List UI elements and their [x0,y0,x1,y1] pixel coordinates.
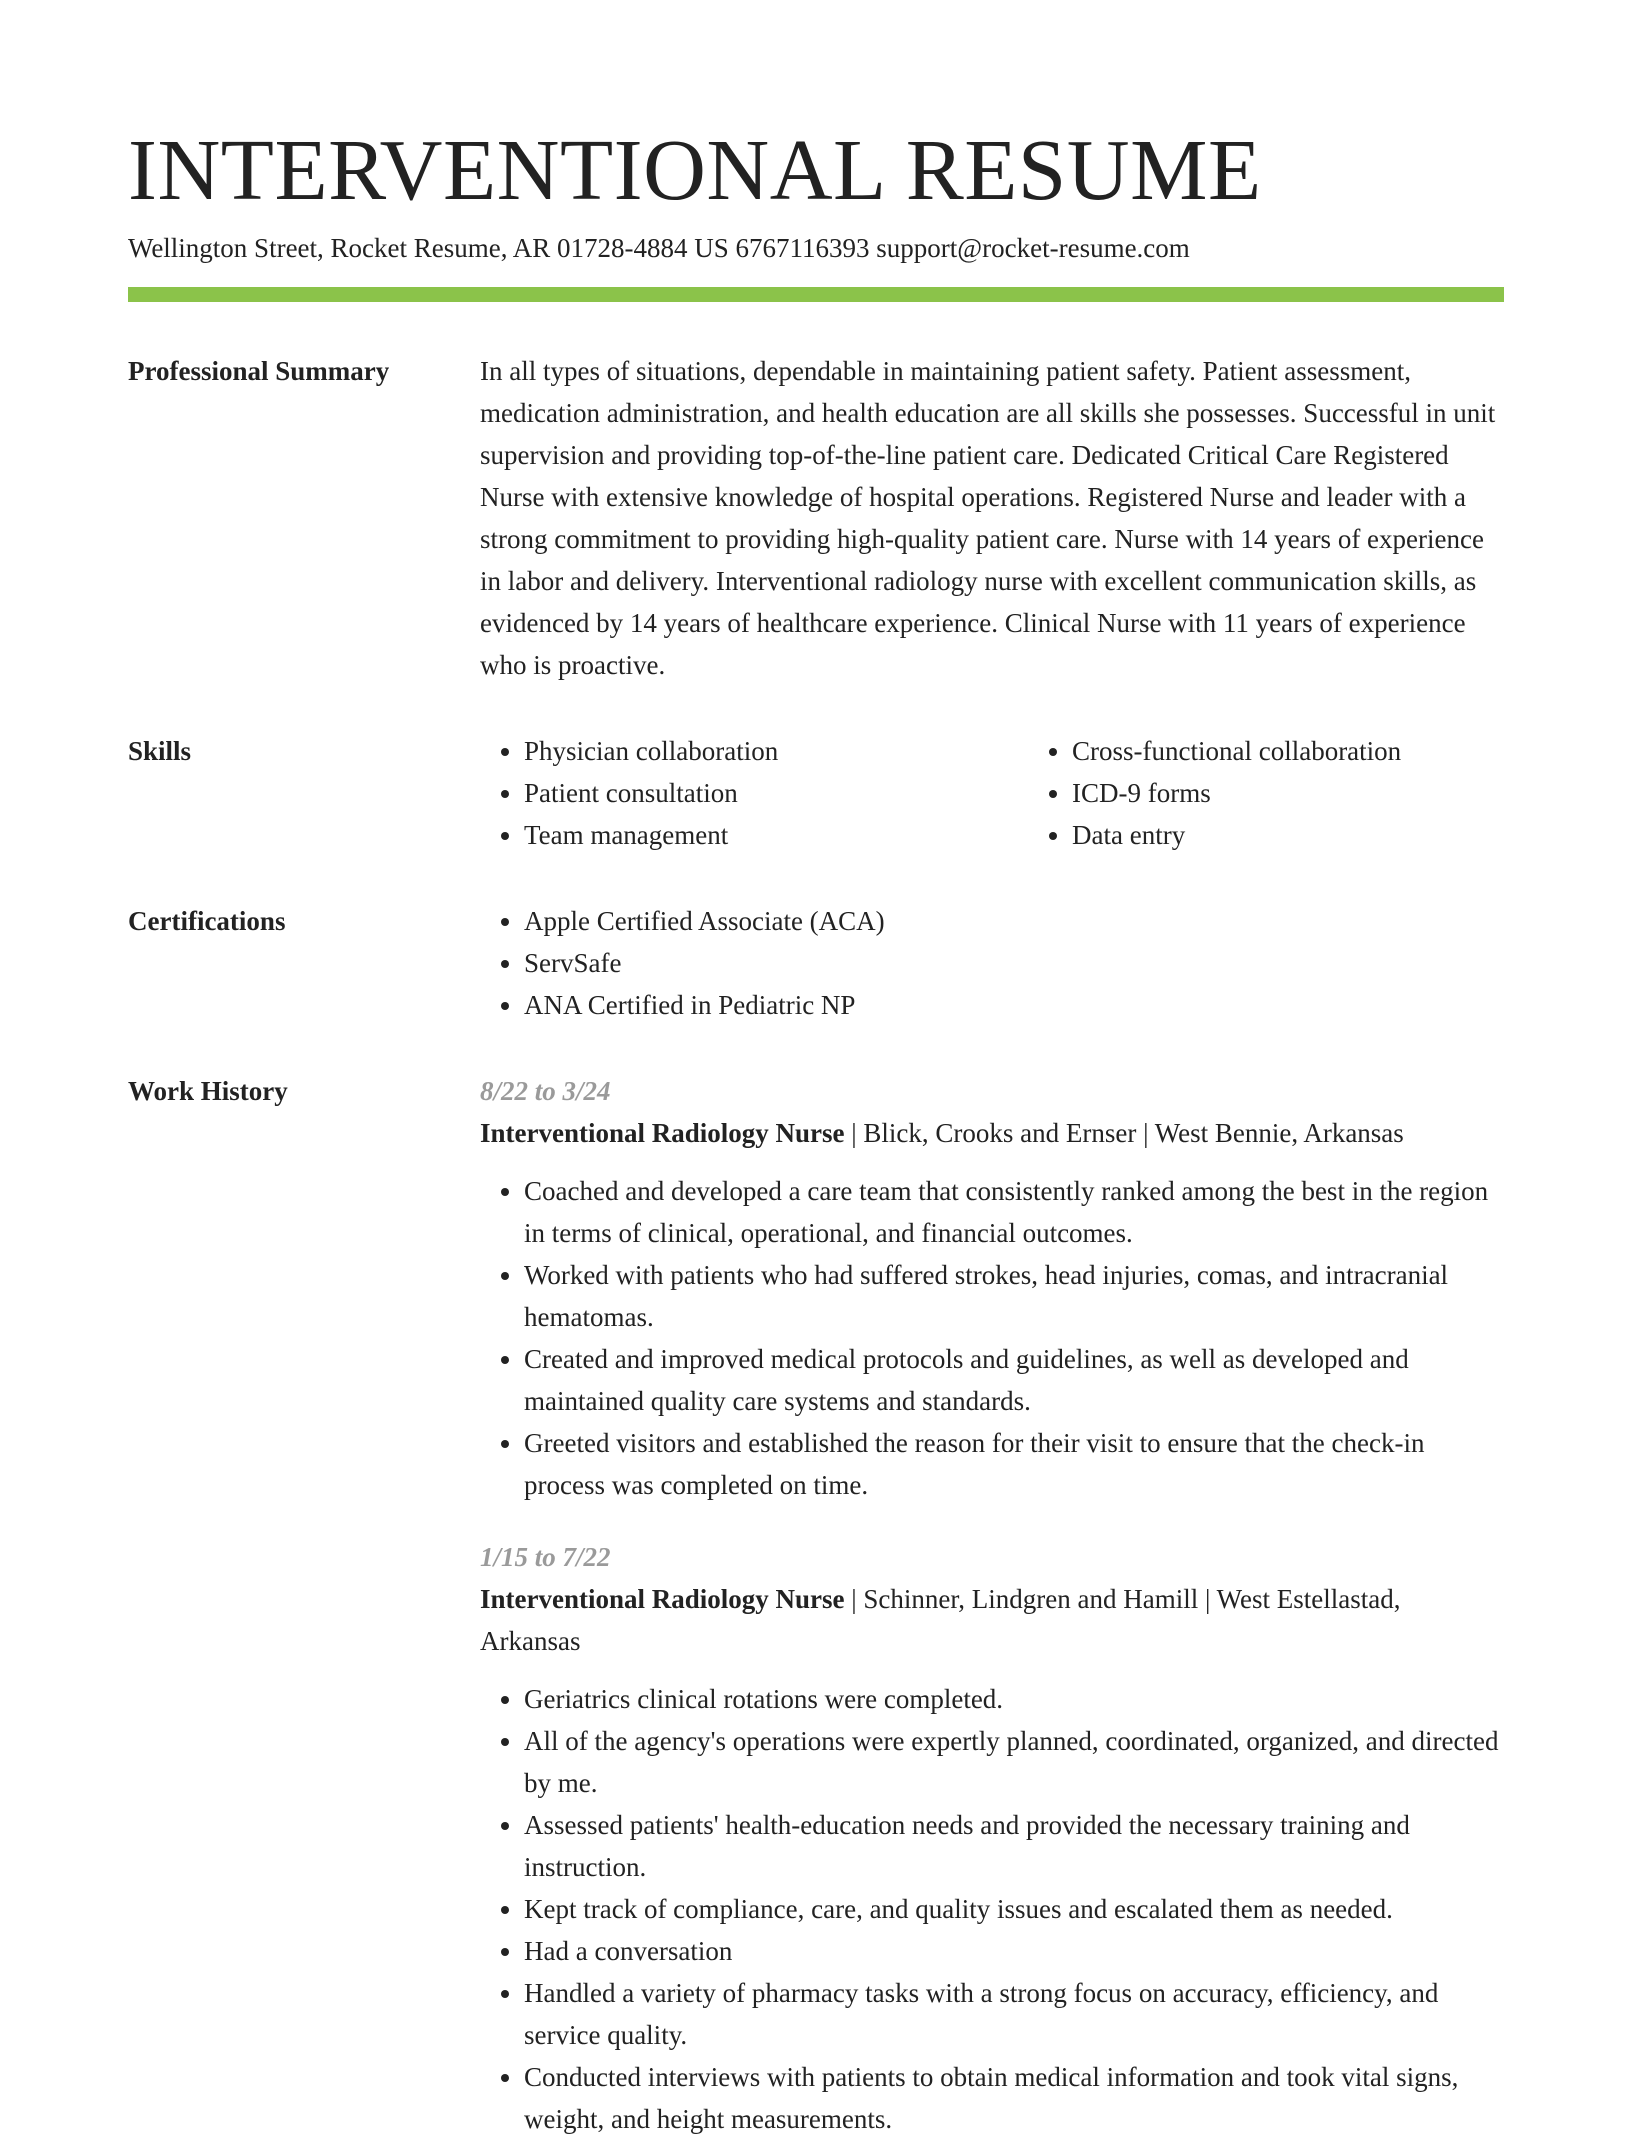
job-bullet: • Conducted interviews with patients to obtain medical information and took vital signs, weight, and height measurements. [524,2056,1504,2140]
job-title-line [480,1112,1504,1154]
job-entry [480,1070,1504,1506]
summary-body [480,350,1504,686]
section-title-certifications: Certifications [128,906,286,936]
job-bullet: • Coached and developed a care team that consistently ranked among the best in the region in terms of clinical, operational, and financial outcomes. [524,1170,1504,1254]
resume-name: INTERVENTIONAL RESUME [128,121,1262,218]
job-bullets [480,1170,1504,1506]
job-dates: 1/15 to 7/22 [480,1542,611,1572]
job-bullet: • All of the agency's operations were expertly planned, coordinated, organized, and directed by me. [524,1720,1504,1804]
certification-item: • ServSafe [524,942,1504,984]
summary-text: In all types of situations, dependable in maintaining patient safety. Patient assessment, medication administration, and health education are all skills she possesses. Successful in unit supervision and providing top-of-the-line patient care. Dedicated Critical Care Registered Nurse with extensive knowledge of hospital operations. Registered Nurse and leader with a strong commitment to providing high-quality patient care. Nurse with 14 years of experience in labor and delivery. Interventional radiology nurse with excellent communication skills, as evidenced by 14 years of healthcare experience. Clinical Nurse with 11 years of experience who is proactive. [480,356,1496,680]
job-dates: 8/22 to 3/24 [480,1076,611,1106]
section-title-summary: Professional Summary [128,356,390,386]
certification-item: • ANA Certified in Pediatric NP [524,984,1504,1026]
certifications-section [128,900,1504,1026]
summary-section [128,350,1504,686]
skills-column-1 [480,730,1028,856]
work-history-body [480,1070,1504,2140]
job-details: | Blick, Crooks and Ernser | West Bennie, Arkansas [844,1118,1404,1148]
skill-item: • Physician collaboration [524,730,1028,772]
header-accent-bar [128,287,1504,302]
contact-line: Wellington Street, Rocket Resume, AR 01728-4884 US 6767116393 support@rocket-resume.com [128,233,1190,263]
job-entry [480,1536,1504,2140]
job-bullet: • Worked with patients who had suffered strokes, head injuries, comas, and intracranial hematomas. [524,1254,1504,1338]
skill-item: • Data entry [1072,814,1576,856]
certifications-list [480,900,1504,1026]
job-title: Interventional Radiology Nurse [480,1118,845,1148]
job-details: | Schinner, Lindgren and Hamill | West Estellastad, Arkansas [480,1584,1401,1656]
job-bullets [480,1678,1504,2140]
job-bullet: • Had a conversation [524,1930,1504,1972]
skill-item: • Patient consultation [524,772,1028,814]
skills-column-2 [1028,730,1576,856]
skills-grid [480,730,1576,856]
certifications-body [480,900,1504,1026]
job-bullet: • Created and improved medical protocols and guidelines, as well as developed and maintained quality care systems and standards. [524,1338,1504,1422]
resume-page [128,0,1504,2140]
work-history-section [128,1070,1504,2140]
skills-section [128,730,1504,856]
job-bullet: • Assessed patients' health-education needs and provided the necessary training and instruction. [524,1804,1504,1888]
job-bullet: • Greeted visitors and established the reason for their visit to ensure that the check-in process was completed on time. [524,1422,1504,1506]
certification-item: • Apple Certified Associate (ACA) [524,900,1504,942]
skill-item: • ICD-9 forms [1072,772,1576,814]
skill-item: • Cross-functional collaboration [1072,730,1576,772]
job-bullet: • Geriatrics clinical rotations were completed. [524,1678,1504,1720]
job-title: Interventional Radiology Nurse [480,1584,845,1614]
job-title-line [480,1578,1504,1662]
section-title-skills: Skills [128,736,192,766]
section-title-work-history: Work History [128,1076,288,1106]
job-bullet: • Kept track of compliance, care, and quality issues and escalated them as needed. [524,1888,1504,1930]
job-bullet: • Handled a variety of pharmacy tasks with a strong focus on accuracy, efficiency, and service quality. [524,1972,1504,2056]
skill-item: • Team management [524,814,1028,856]
skills-body [480,730,1576,856]
